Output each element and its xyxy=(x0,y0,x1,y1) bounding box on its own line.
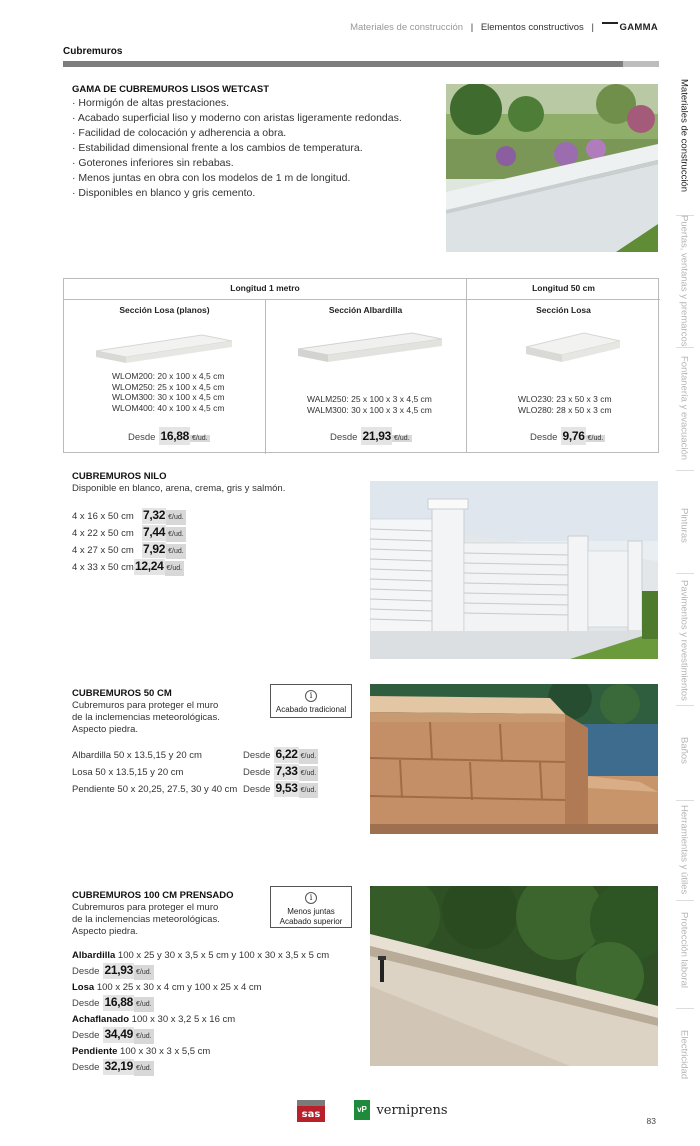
nilo-row: 4 x 33 x 50 cm 12,24 €/ud. xyxy=(72,559,186,576)
feature-item: · Facilidad de colocación y adherencia a obra. xyxy=(72,127,287,139)
breadcrumb: Materiales de construcción | Elementos constructivos | GAMMA xyxy=(350,22,658,33)
feature-item: · Hormigón de altas prestaciones. xyxy=(72,97,229,109)
tab-pavimentos[interactable]: Pavimentos y revestimientos xyxy=(678,579,690,701)
tab-pinturas[interactable]: Pinturas xyxy=(678,507,690,543)
tab-puertas[interactable]: Puertas, ventanas y premarcos xyxy=(678,215,690,347)
col-losa: Sección Losa xyxy=(536,305,591,315)
losa-planos-specs: WLOM200: 20 x 100 x 4,5 cm WLOM250: 25 x 100 x 4,5 cm WLOM300: 30 x 100 x 4,5 cm WLOM400: 40 x 100 x 4,5 cm xyxy=(112,371,225,413)
losa-50-specs: WLO230: 23 x 50 x 3 cm WLO280: 28 x 50 x 3 cm xyxy=(518,394,612,415)
c50-badge: i Acabado tradicional xyxy=(270,684,352,718)
page-number: 83 xyxy=(646,1116,656,1126)
c50-title: CUBREMUROS 50 CM xyxy=(72,688,172,699)
c50-row: Losa 50 x 13.5,15 y 20 cm Desde 7,33 €/ud. xyxy=(72,764,318,781)
title-rule xyxy=(63,61,659,67)
tab-herramientas[interactable]: Herramientas y útiles xyxy=(678,805,690,895)
wetcast-title: GAMA DE CUBREMUROS LISOS WETCAST xyxy=(72,84,270,95)
feature-item: · Disponibles en blanco y gris cemento. xyxy=(72,187,256,199)
c100-price-row: Desde 21,93 €/ud. xyxy=(72,963,329,980)
losa-planos-price: Desde 16,88 €/ud. xyxy=(128,429,208,443)
c100-spec-row: Pendiente 100 x 30 x 3 x 5,5 cm xyxy=(72,1046,211,1057)
c100-price-row: Desde 34,49 €/ud. xyxy=(72,1027,329,1044)
brand-name: GAMMA xyxy=(619,22,658,33)
nilo-title: CUBREMUROS NILO xyxy=(72,471,167,482)
side-tab-index xyxy=(668,60,700,1090)
slab-losa-planos-image xyxy=(94,333,234,365)
tab-materiales[interactable]: Materiales de construcción xyxy=(678,78,690,192)
slab-losa-50-image xyxy=(524,331,624,365)
nilo-price-list xyxy=(72,508,186,576)
c100-spec-row: Albardilla 100 x 25 y 30 x 3,5 x 5 cm y 100 x 30 x 3,5 x 5 cm xyxy=(72,950,330,961)
albardilla-specs: WALM250: 25 x 100 x 3 x 4,5 cm WALM300: 30 x 100 x 3 x 4,5 cm xyxy=(307,394,432,415)
c100-price-row: Desde 16,88 €/ud. xyxy=(72,995,329,1012)
col-losa-planos: Sección Losa (planos) xyxy=(119,305,210,315)
c100-title: CUBREMUROS 100 CM PRENSADO xyxy=(72,890,234,901)
c100-badge: i Menos juntas Acabado superior xyxy=(270,886,352,928)
c100-spec-row: Achaflanado 100 x 30 x 3,2 5 x 16 cm xyxy=(72,1014,236,1025)
feature-item: · Menos juntas en obra con los modelos de 1 m de longitud. xyxy=(72,172,351,184)
sas-logo: sas xyxy=(297,1100,325,1122)
info-icon: i xyxy=(305,892,317,904)
c50-row: Albardilla 50 x 13.5,15 y 20 cm Desde 6,22 €/ud. xyxy=(72,747,318,764)
c50-price-list xyxy=(72,747,318,798)
c100-price-row: Desde 32,19 €/ud. xyxy=(72,1059,329,1076)
losa-50-price: Desde 9,76 €/ud. xyxy=(530,429,604,443)
slab-albardilla-image xyxy=(296,331,446,363)
tab-proteccion[interactable]: Protección laboral xyxy=(678,911,690,989)
wetcast-table xyxy=(63,278,659,453)
tab-fontaneria[interactable]: Fontanería y evacuación xyxy=(678,355,690,461)
tab-banos[interactable]: Baños xyxy=(678,736,690,764)
nilo-row: 4 x 22 x 50 cm 7,44 €/ud. xyxy=(72,525,186,542)
nilo-subtitle: Disponible en blanco, arena, crema, gris y salmón. xyxy=(72,483,286,494)
nilo-row: 4 x 27 x 50 cm 7,92 €/ud. xyxy=(72,542,186,559)
c100-price-list xyxy=(72,948,329,1076)
c100-spec-row: Losa 100 x 25 x 30 x 4 cm y 100 x 25 x 4 cm xyxy=(72,982,262,993)
albardilla-price: Desde 21,93 €/ud. xyxy=(330,429,410,443)
c100-photo xyxy=(370,886,658,1066)
feature-item: · Estabilidad dimensional frente a los cambios de temperatura. xyxy=(72,142,363,154)
vp-mark-icon: vP xyxy=(354,1100,370,1120)
page-title: Cubremuros xyxy=(63,46,123,57)
feature-item: · Goterones inferiores sin rebabas. xyxy=(72,157,234,169)
feature-item: · Acabado superficial liso y moderno con aristas ligeramente redondas. xyxy=(72,112,402,124)
verniprens-logo: vP verniprens xyxy=(354,1100,448,1120)
header-50cm: Longitud 50 cm xyxy=(532,283,595,293)
info-icon: i xyxy=(305,690,317,702)
wetcast-photo xyxy=(446,84,658,252)
nilo-row: 4 x 16 x 50 cm 7,32 €/ud. xyxy=(72,508,186,525)
c100-description: Cubremuros para proteger el muro de la inclemencias meteorológicas. Aspecto piedra. xyxy=(72,902,220,937)
breadcrumb-current[interactable]: Elementos constructivos xyxy=(480,22,584,33)
wetcast-features xyxy=(72,96,402,201)
nilo-photo xyxy=(370,481,658,659)
c50-description: Cubremuros para proteger el muro de la inclemencias meteorológicas. Aspecto piedra. xyxy=(72,700,220,735)
brand-logo-icon xyxy=(602,22,618,29)
tab-electricidad[interactable]: Electricidad xyxy=(678,1030,690,1080)
header-1m: Longitud 1 metro xyxy=(230,283,300,293)
c50-row: Pendiente 50 x 20,25, 27.5, 30 y 40 cm Desde 9,53 €/ud. xyxy=(72,781,318,798)
c50-photo xyxy=(370,684,658,834)
breadcrumb-parent[interactable]: Materiales de construcción xyxy=(350,22,464,33)
col-albardilla: Sección Albardilla xyxy=(328,305,403,315)
